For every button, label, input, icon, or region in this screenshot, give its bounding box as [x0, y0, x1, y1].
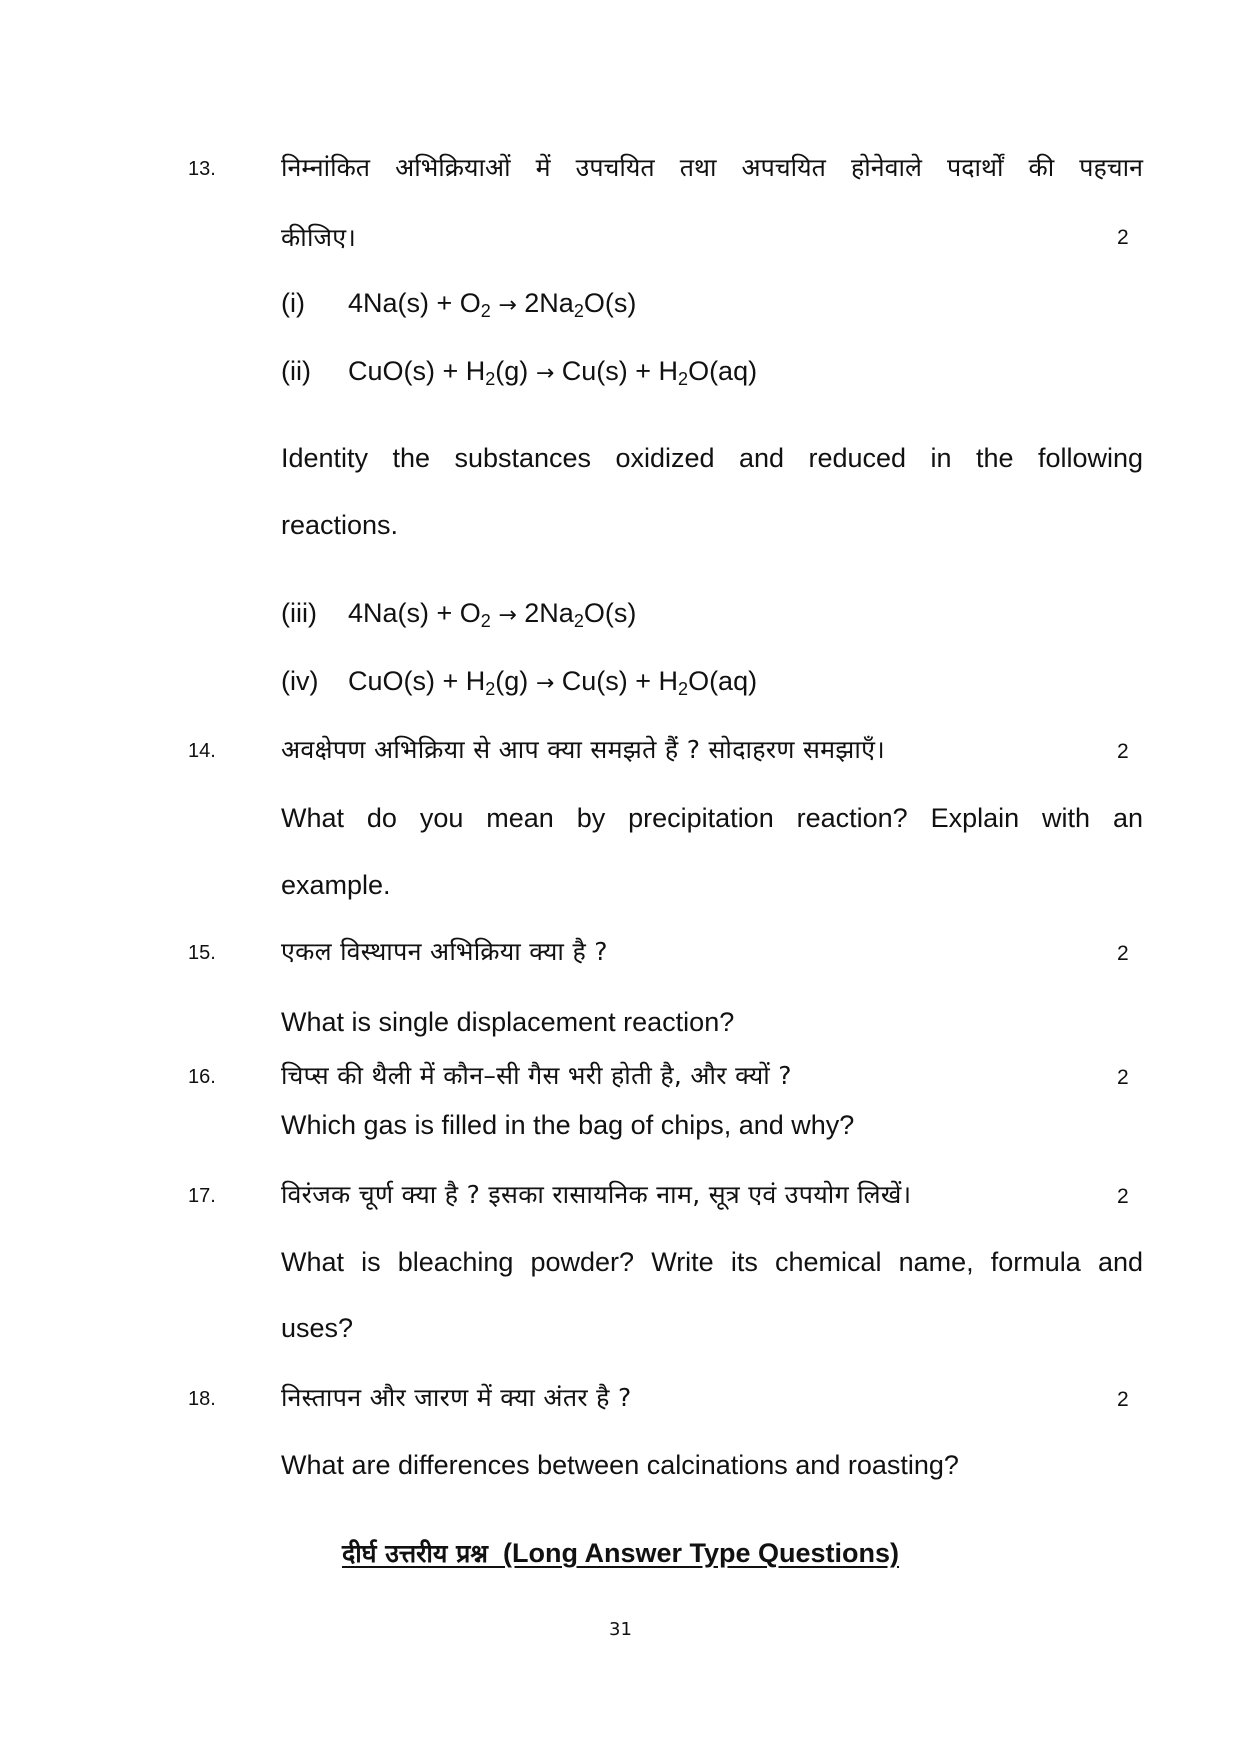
reaction-label: (iii) [281, 598, 317, 628]
question-17-english-line1: What is bleaching powder? Write its chemical name, formula and [281, 1247, 1143, 1277]
question-15-english: What is single displacement reaction? [281, 1007, 735, 1037]
reaction-label: (ii) [281, 356, 311, 386]
question-18-hindi: निस्तापन और जारण में क्या अंतर है ? [281, 1383, 632, 1412]
section-heading [0, 1536, 1241, 1570]
question-16-hindi: चिप्स की थैली में कौन–सी गैस भरी होती है, और क्यों ? [281, 1061, 792, 1090]
question-13-hindi-line2: कीजिए। [281, 223, 357, 252]
question-14-hindi: अवक्षेपण अभिक्रिया से आप क्या समझते हैं ? सोदाहरण समझाएँ। [281, 735, 885, 764]
question-17-hindi: विरंजक चूर्ण क्या है ? इसका रासायनिक नाम, सूत्र एवं उपयोग लिखें। [281, 1180, 912, 1209]
question-13-number: 13. [188, 158, 216, 180]
question-13-hindi-line1: निम्नांकित अभिक्रियाओं में उपचयित तथा अपचयित होनेवाले पदार्थों की पहचान [281, 153, 1143, 182]
reaction-equation: $CuO(s) + H_2(g) \to Cu(s) + H_2O(aq)$ [348, 356, 758, 389]
question-15-marks: 2 [1117, 942, 1129, 965]
question-17-marks: 2 [1117, 1185, 1129, 1208]
reaction-arrow-icon: → [498, 603, 517, 628]
reaction-arrow-icon: → [535, 671, 555, 696]
reaction-label: (i) [281, 288, 305, 318]
question-16-number: 16. [188, 1066, 216, 1088]
reaction-equation: $CuO(s) + H_2(g) \to Cu(s) + H_2O(aq)$ [348, 666, 758, 699]
question-17-english-line2: uses? [281, 1313, 354, 1343]
question-13-marks: 2 [1117, 226, 1129, 249]
question-14-marks: 2 [1117, 740, 1129, 763]
reaction-arrow-icon: → [498, 293, 517, 318]
question-13-english-line2: reactions. [281, 510, 399, 540]
reaction-arrow-icon: → [535, 361, 555, 386]
section-heading-hindi: दीर्घ उत्तरीय प्रश्न [341, 1539, 488, 1568]
question-18-english: What are differences between calcinations and roasting? [281, 1450, 959, 1480]
question-16-marks: 2 [1117, 1066, 1129, 1089]
question-18-marks: 2 [1117, 1388, 1129, 1411]
question-18-number: 18. [188, 1388, 216, 1410]
question-15-number: 15. [188, 942, 216, 964]
question-14-english-line2: example. [281, 870, 391, 900]
section-heading-english: (Long Answer Type Questions) [503, 1538, 900, 1568]
question-13-english-line1: Identity the substances oxidized and reduced in the following [281, 443, 1143, 473]
question-14-number: 14. [188, 740, 216, 762]
page-number: 31 [609, 1619, 632, 1640]
reaction-equation: $4Na(s) + O_2 \to 2Na_2O(s)$ [348, 288, 637, 321]
question-14-english-line1: What do you mean by precipitation reaction? Explain with an [281, 803, 1143, 833]
question-17-number: 17. [188, 1185, 216, 1207]
reaction-equation: $4Na(s) + O_2 \to 2Na_2O(s)$ [348, 598, 637, 631]
question-15-hindi: एकल विस्थापन अभिक्रिया क्या है ? [281, 937, 608, 966]
reaction-label: (iv) [281, 666, 319, 696]
question-16-english: Which gas is filled in the bag of chips, and why? [281, 1110, 855, 1140]
